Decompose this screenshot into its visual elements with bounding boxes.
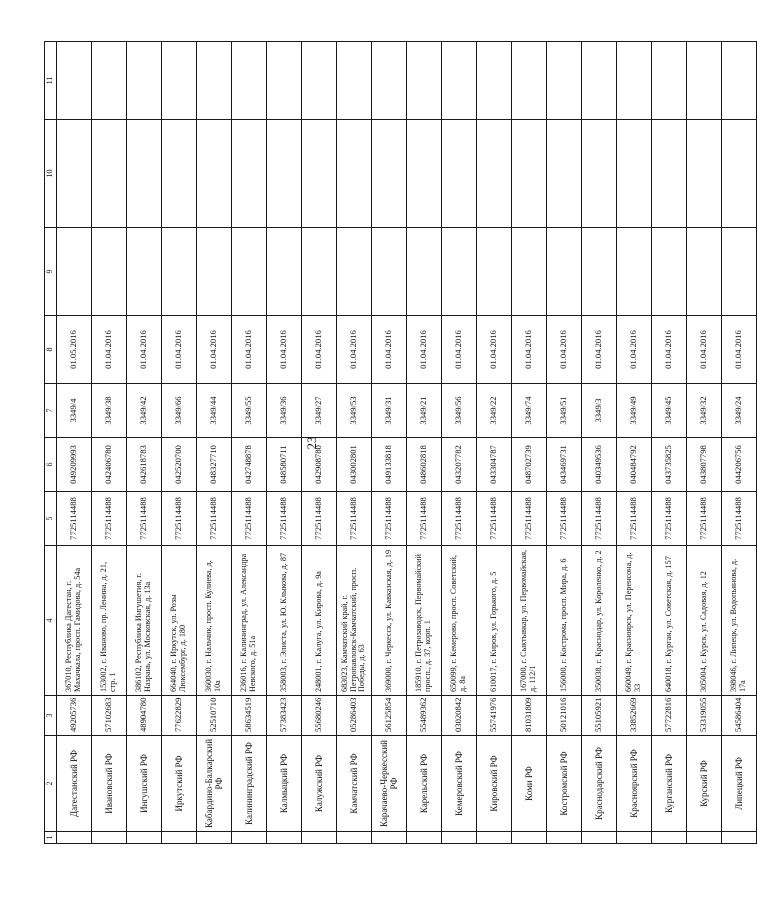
date-cell: 01.04.2016: [267, 316, 302, 384]
cell-col9: [267, 228, 302, 316]
cell-col10: [442, 120, 477, 228]
region-cell: Красноярский РФ: [617, 736, 652, 832]
date-cell: 01.04.2016: [407, 316, 442, 384]
table-row: [302, 42, 337, 844]
cell-col9: [652, 228, 687, 316]
number-cell: 3349/32: [687, 384, 722, 438]
cell-col1: [547, 832, 582, 844]
cell-col11: [582, 42, 617, 120]
cell-col9: [512, 228, 547, 316]
region-cell: Липецкий РФ: [722, 736, 757, 832]
cell-col11: [162, 42, 197, 120]
number-cell: 3349/31: [372, 384, 407, 438]
cell-col1: [722, 832, 757, 844]
column-header-4: 4: [45, 546, 57, 696]
code-cell: 77622829: [162, 696, 197, 736]
cell-col10: [407, 120, 442, 228]
kpp-cell: 042406780: [92, 438, 127, 492]
column-header-6: 6: [45, 438, 57, 492]
inn-cell: 7725114488: [302, 492, 337, 546]
table-row: [197, 42, 232, 844]
cell-col11: [232, 42, 267, 120]
number-cell: 3349/74: [512, 384, 547, 438]
kpp-cell: 049209993: [57, 438, 92, 492]
table-row: [442, 42, 477, 844]
address-cell: 650099, г. Кемерово, просп. Советский, д. 8а: [442, 546, 477, 696]
address-cell: 305004, г. Курск, ул. Садовая, д. 12: [687, 546, 722, 696]
number-cell: 3349/21: [407, 384, 442, 438]
cell-col11: [687, 42, 722, 120]
table-row: [582, 42, 617, 844]
number-cell: 3349/49: [617, 384, 652, 438]
code-cell: 81031809: [512, 696, 547, 736]
inn-cell: 7725114488: [687, 492, 722, 546]
inn-cell: 7725114488: [267, 492, 302, 546]
cell-col1: [652, 832, 687, 844]
date-cell: 01.04.2016: [582, 316, 617, 384]
region-cell: Карачаево-Черкесский РФ: [372, 736, 407, 832]
kpp-cell: 043002801: [337, 438, 372, 492]
code-cell: 55680246: [302, 696, 337, 736]
number-cell: 3349/27: [302, 384, 337, 438]
cell-col11: [337, 42, 372, 120]
region-cell: Камчатский РФ: [337, 736, 372, 832]
cell-col10: [477, 120, 512, 228]
cell-col10: [372, 120, 407, 228]
cell-col9: [582, 228, 617, 316]
inn-cell: 7725114488: [652, 492, 687, 546]
region-cell: Кировский РФ: [477, 736, 512, 832]
code-cell: 57102683: [92, 696, 127, 736]
page-number: 23: [304, 436, 319, 450]
code-cell: 33852669: [617, 696, 652, 736]
kpp-cell: 043735825: [652, 438, 687, 492]
number-cell: 3349/24: [722, 384, 757, 438]
cell-col10: [582, 120, 617, 228]
cell-col10: [232, 120, 267, 228]
address-cell: 386102, Республика Ингушетия, г. Назрань, ул. Московская, д. 13а: [127, 546, 162, 696]
table-row: [687, 42, 722, 844]
cell-col9: [57, 228, 92, 316]
column-header-2: 2: [45, 736, 57, 832]
region-cell: Калмыцкий РФ: [267, 736, 302, 832]
code-cell: 52510710: [197, 696, 232, 736]
code-cell: 57722816: [652, 696, 687, 736]
kpp-cell: 048327710: [197, 438, 232, 492]
inn-cell: 7725114488: [57, 492, 92, 546]
kpp-cell: 048702739: [512, 438, 547, 492]
number-cell: 3349/44: [197, 384, 232, 438]
code-cell: 56125854: [372, 696, 407, 736]
kpp-cell: 042748878: [232, 438, 267, 492]
date-cell: 01.04.2016: [302, 316, 337, 384]
inn-cell: 7725114488: [92, 492, 127, 546]
cell-col1: [582, 832, 617, 844]
number-cell: 3349/36: [267, 384, 302, 438]
date-cell: 01.05.2016: [57, 316, 92, 384]
table-row: [127, 42, 162, 844]
address-cell: 367010, Республика Дагестан, г. Махачкала, просп. Гамидова, д. 54а: [57, 546, 92, 696]
cell-col10: [337, 120, 372, 228]
address-cell: 358003, г. Элиста, ул. Ю. Клыкова, д. 87: [267, 546, 302, 696]
cell-col1: [267, 832, 302, 844]
code-cell: 55741976: [477, 696, 512, 736]
kpp-cell: 044206756: [722, 438, 757, 492]
code-cell: 55489362: [407, 696, 442, 736]
cell-col10: [687, 120, 722, 228]
cell-col10: [617, 120, 652, 228]
cell-col9: [302, 228, 337, 316]
cell-col11: [407, 42, 442, 120]
kpp-cell: 043807798: [687, 438, 722, 492]
inn-cell: 7725114488: [197, 492, 232, 546]
cell-col9: [477, 228, 512, 316]
date-cell: 01.04.2016: [92, 316, 127, 384]
cell-col1: [302, 832, 337, 844]
address-cell: 683023, Камчатский край, г. Петропавловск-Камчатский, просп. Победы, д. 63: [337, 546, 372, 696]
date-cell: 01.04.2016: [547, 316, 582, 384]
region-cell: Ингушский РФ: [127, 736, 162, 832]
column-header-10: 10: [45, 120, 57, 228]
cell-col9: [92, 228, 127, 316]
number-cell: 3349/55: [232, 384, 267, 438]
code-cell: 57383423: [267, 696, 302, 736]
date-cell: 01.04.2016: [337, 316, 372, 384]
region-cell: Краснодарский РФ: [582, 736, 617, 832]
table-row: [547, 42, 582, 844]
cell-col10: [547, 120, 582, 228]
date-cell: 01.04.2016: [197, 316, 232, 384]
number-cell: 3349/42: [127, 384, 162, 438]
kpp-cell: 048580711: [267, 438, 302, 492]
column-header-5: 5: [45, 492, 57, 546]
cell-col1: [477, 832, 512, 844]
table-row: [617, 42, 652, 844]
number-cell: 3349/51: [547, 384, 582, 438]
cell-col1: [512, 832, 547, 844]
date-cell: 01.04.2016: [687, 316, 722, 384]
column-header-7: 7: [45, 384, 57, 438]
column-header-3: 3: [45, 696, 57, 736]
cell-col10: [302, 120, 337, 228]
date-cell: 01.04.2016: [442, 316, 477, 384]
cell-col9: [197, 228, 232, 316]
cell-col1: [372, 832, 407, 844]
cell-col10: [127, 120, 162, 228]
kpp-cell: 042618783: [127, 438, 162, 492]
header-row: [45, 42, 57, 844]
cell-col10: [92, 120, 127, 228]
cell-col10: [652, 120, 687, 228]
number-cell: 3349/56: [442, 384, 477, 438]
inn-cell: 7725114488: [512, 492, 547, 546]
region-cell: Ивановский РФ: [92, 736, 127, 832]
rotated-table-container: [44, 42, 747, 844]
kpp-cell: 043469731: [547, 438, 582, 492]
column-header-11: 11: [45, 42, 57, 120]
cell-col9: [687, 228, 722, 316]
cell-col1: [442, 832, 477, 844]
cell-col11: [477, 42, 512, 120]
kpp-cell: 049133818: [372, 438, 407, 492]
inn-cell: 7725114488: [722, 492, 757, 546]
region-cell: Курганский РФ: [652, 736, 687, 832]
cell-col9: [232, 228, 267, 316]
date-cell: 01.04.2016: [162, 316, 197, 384]
cell-col11: [722, 42, 757, 120]
address-cell: 167000, г. Сыктывкар, ул. Первомайская, д. 112/1: [512, 546, 547, 696]
table-row: [267, 42, 302, 844]
code-cell: 48904780: [127, 696, 162, 736]
number-cell: 3349/45: [652, 384, 687, 438]
region-cell: Коми РФ: [512, 736, 547, 832]
cell-col9: [442, 228, 477, 316]
inn-cell: 7725114488: [547, 492, 582, 546]
kpp-cell: 042908780: [302, 438, 337, 492]
table-row: [162, 42, 197, 844]
column-header-8: 8: [45, 316, 57, 384]
table-row: [232, 42, 267, 844]
cell-col1: [197, 832, 232, 844]
address-cell: 236016, г. Калининград, ул. Александра Невского, д. 51а: [232, 546, 267, 696]
date-cell: 01.04.2016: [477, 316, 512, 384]
address-cell: 185910, г. Петрозаводск, Первомайский просп., д. 37, корп. 1: [407, 546, 442, 696]
number-cell: 3349/3: [582, 384, 617, 438]
cell-col9: [337, 228, 372, 316]
number-cell: 3349/53: [337, 384, 372, 438]
cell-col1: [92, 832, 127, 844]
cell-col9: [162, 228, 197, 316]
registry-table: [44, 41, 757, 844]
date-cell: 01.04.2016: [512, 316, 547, 384]
cell-col11: [442, 42, 477, 120]
cell-col1: [57, 832, 92, 844]
date-cell: 01.04.2016: [232, 316, 267, 384]
cell-col1: [232, 832, 267, 844]
code-cell: 58634519: [232, 696, 267, 736]
kpp-cell: 040484792: [617, 438, 652, 492]
table-row: [652, 42, 687, 844]
table-row: [337, 42, 372, 844]
inn-cell: 7725114488: [337, 492, 372, 546]
code-cell: 50121016: [547, 696, 582, 736]
cell-col9: [127, 228, 162, 316]
table-row: [407, 42, 442, 844]
table-row: [477, 42, 512, 844]
kpp-cell: 040349536: [582, 438, 617, 492]
cell-col11: [652, 42, 687, 120]
cell-col11: [302, 42, 337, 120]
inn-cell: 7725114488: [372, 492, 407, 546]
date-cell: 01.04.2016: [652, 316, 687, 384]
address-cell: 640018, г. Курган, ул. Советская, д. 157: [652, 546, 687, 696]
cell-col9: [372, 228, 407, 316]
number-cell: 3349/38: [92, 384, 127, 438]
code-cell: 54586404: [722, 696, 757, 736]
region-cell: Кабардино-Балкарский РФ: [197, 736, 232, 832]
cell-col1: [687, 832, 722, 844]
code-cell: 55105921: [582, 696, 617, 736]
table-row: [722, 42, 757, 844]
cell-col9: [407, 228, 442, 316]
cell-col10: [197, 120, 232, 228]
region-cell: Иркутский РФ: [162, 736, 197, 832]
cell-col1: [127, 832, 162, 844]
kpp-cell: 048602818: [407, 438, 442, 492]
address-cell: 153002, г. Иваново, пр. Ленина, д. 21, стр. 1: [92, 546, 127, 696]
table-row: [372, 42, 407, 844]
address-cell: 610017, г. Киров, ул. Горького, д. 5: [477, 546, 512, 696]
region-cell: Кемеровский РФ: [442, 736, 477, 832]
address-cell: 660049, г. Красноярск, ул. Перенсона, д. 33: [617, 546, 652, 696]
address-cell: 369000, г. Черкесск, ул. Кавказская, д. 19: [372, 546, 407, 696]
table-row: [57, 42, 92, 844]
date-cell: 01.04.2016: [617, 316, 652, 384]
inn-cell: 7725114488: [407, 492, 442, 546]
number-cell: 3349/4: [57, 384, 92, 438]
code-cell: 49205736: [57, 696, 92, 736]
inn-cell: 7725114488: [617, 492, 652, 546]
table-header: [45, 42, 57, 844]
cell-col10: [512, 120, 547, 228]
region-cell: Дагестанский РФ: [57, 736, 92, 832]
cell-col10: [162, 120, 197, 228]
cell-col11: [372, 42, 407, 120]
kpp-cell: 042520700: [162, 438, 197, 492]
address-cell: 664040, г. Иркутск, ул. Розы Люксембург, д. 180: [162, 546, 197, 696]
cell-col11: [92, 42, 127, 120]
inn-cell: 7725114488: [477, 492, 512, 546]
cell-col1: [617, 832, 652, 844]
column-header-9: 9: [45, 228, 57, 316]
table-row: [92, 42, 127, 844]
region-cell: Калининградский РФ: [232, 736, 267, 832]
table-row: [512, 42, 547, 844]
code-cell: 05286403: [337, 696, 372, 736]
kpp-cell: 043304787: [477, 438, 512, 492]
number-cell: 3349/22: [477, 384, 512, 438]
date-cell: 01.04.2016: [372, 316, 407, 384]
cell-col9: [617, 228, 652, 316]
number-cell: 3349/66: [162, 384, 197, 438]
cell-col10: [267, 120, 302, 228]
date-cell: 01.04.2016: [722, 316, 757, 384]
cell-col1: [162, 832, 197, 844]
cell-col11: [197, 42, 232, 120]
inn-cell: 7725114488: [162, 492, 197, 546]
inn-cell: 7725114488: [127, 492, 162, 546]
region-cell: Курский РФ: [687, 736, 722, 832]
address-cell: 156000, г. Кострома, просп. Мира, д. 6: [547, 546, 582, 696]
code-cell: 53319055: [687, 696, 722, 736]
cell-col11: [547, 42, 582, 120]
code-cell: 03020842: [442, 696, 477, 736]
cell-col11: [267, 42, 302, 120]
cell-col11: [512, 42, 547, 120]
cell-col11: [617, 42, 652, 120]
cell-col11: [57, 42, 92, 120]
cell-col9: [722, 228, 757, 316]
kpp-cell: 043207782: [442, 438, 477, 492]
date-cell: 01.04.2016: [127, 316, 162, 384]
table-body: [57, 42, 757, 844]
address-cell: 360030, г. Нальчик, просп. Кулиева, д. 10а: [197, 546, 232, 696]
region-cell: Карельский РФ: [407, 736, 442, 832]
address-cell: 350038, г. Краснодар, ул. Короленко, д. 2: [582, 546, 617, 696]
address-cell: 398046, г. Липецк, ул. Водопьянова, д. 17а: [722, 546, 757, 696]
column-header-1: 1: [45, 832, 57, 844]
cell-col11: [127, 42, 162, 120]
cell-col10: [722, 120, 757, 228]
region-cell: Калужский РФ: [302, 736, 337, 832]
cell-col9: [547, 228, 582, 316]
inn-cell: 7725114488: [442, 492, 477, 546]
region-cell: Костромской РФ: [547, 736, 582, 832]
cell-col1: [407, 832, 442, 844]
cell-col10: [57, 120, 92, 228]
address-cell: 248001, г. Калуга, ул. Кирова, д. 9а: [302, 546, 337, 696]
inn-cell: 7725114488: [232, 492, 267, 546]
inn-cell: 7725114488: [582, 492, 617, 546]
cell-col1: [337, 832, 372, 844]
